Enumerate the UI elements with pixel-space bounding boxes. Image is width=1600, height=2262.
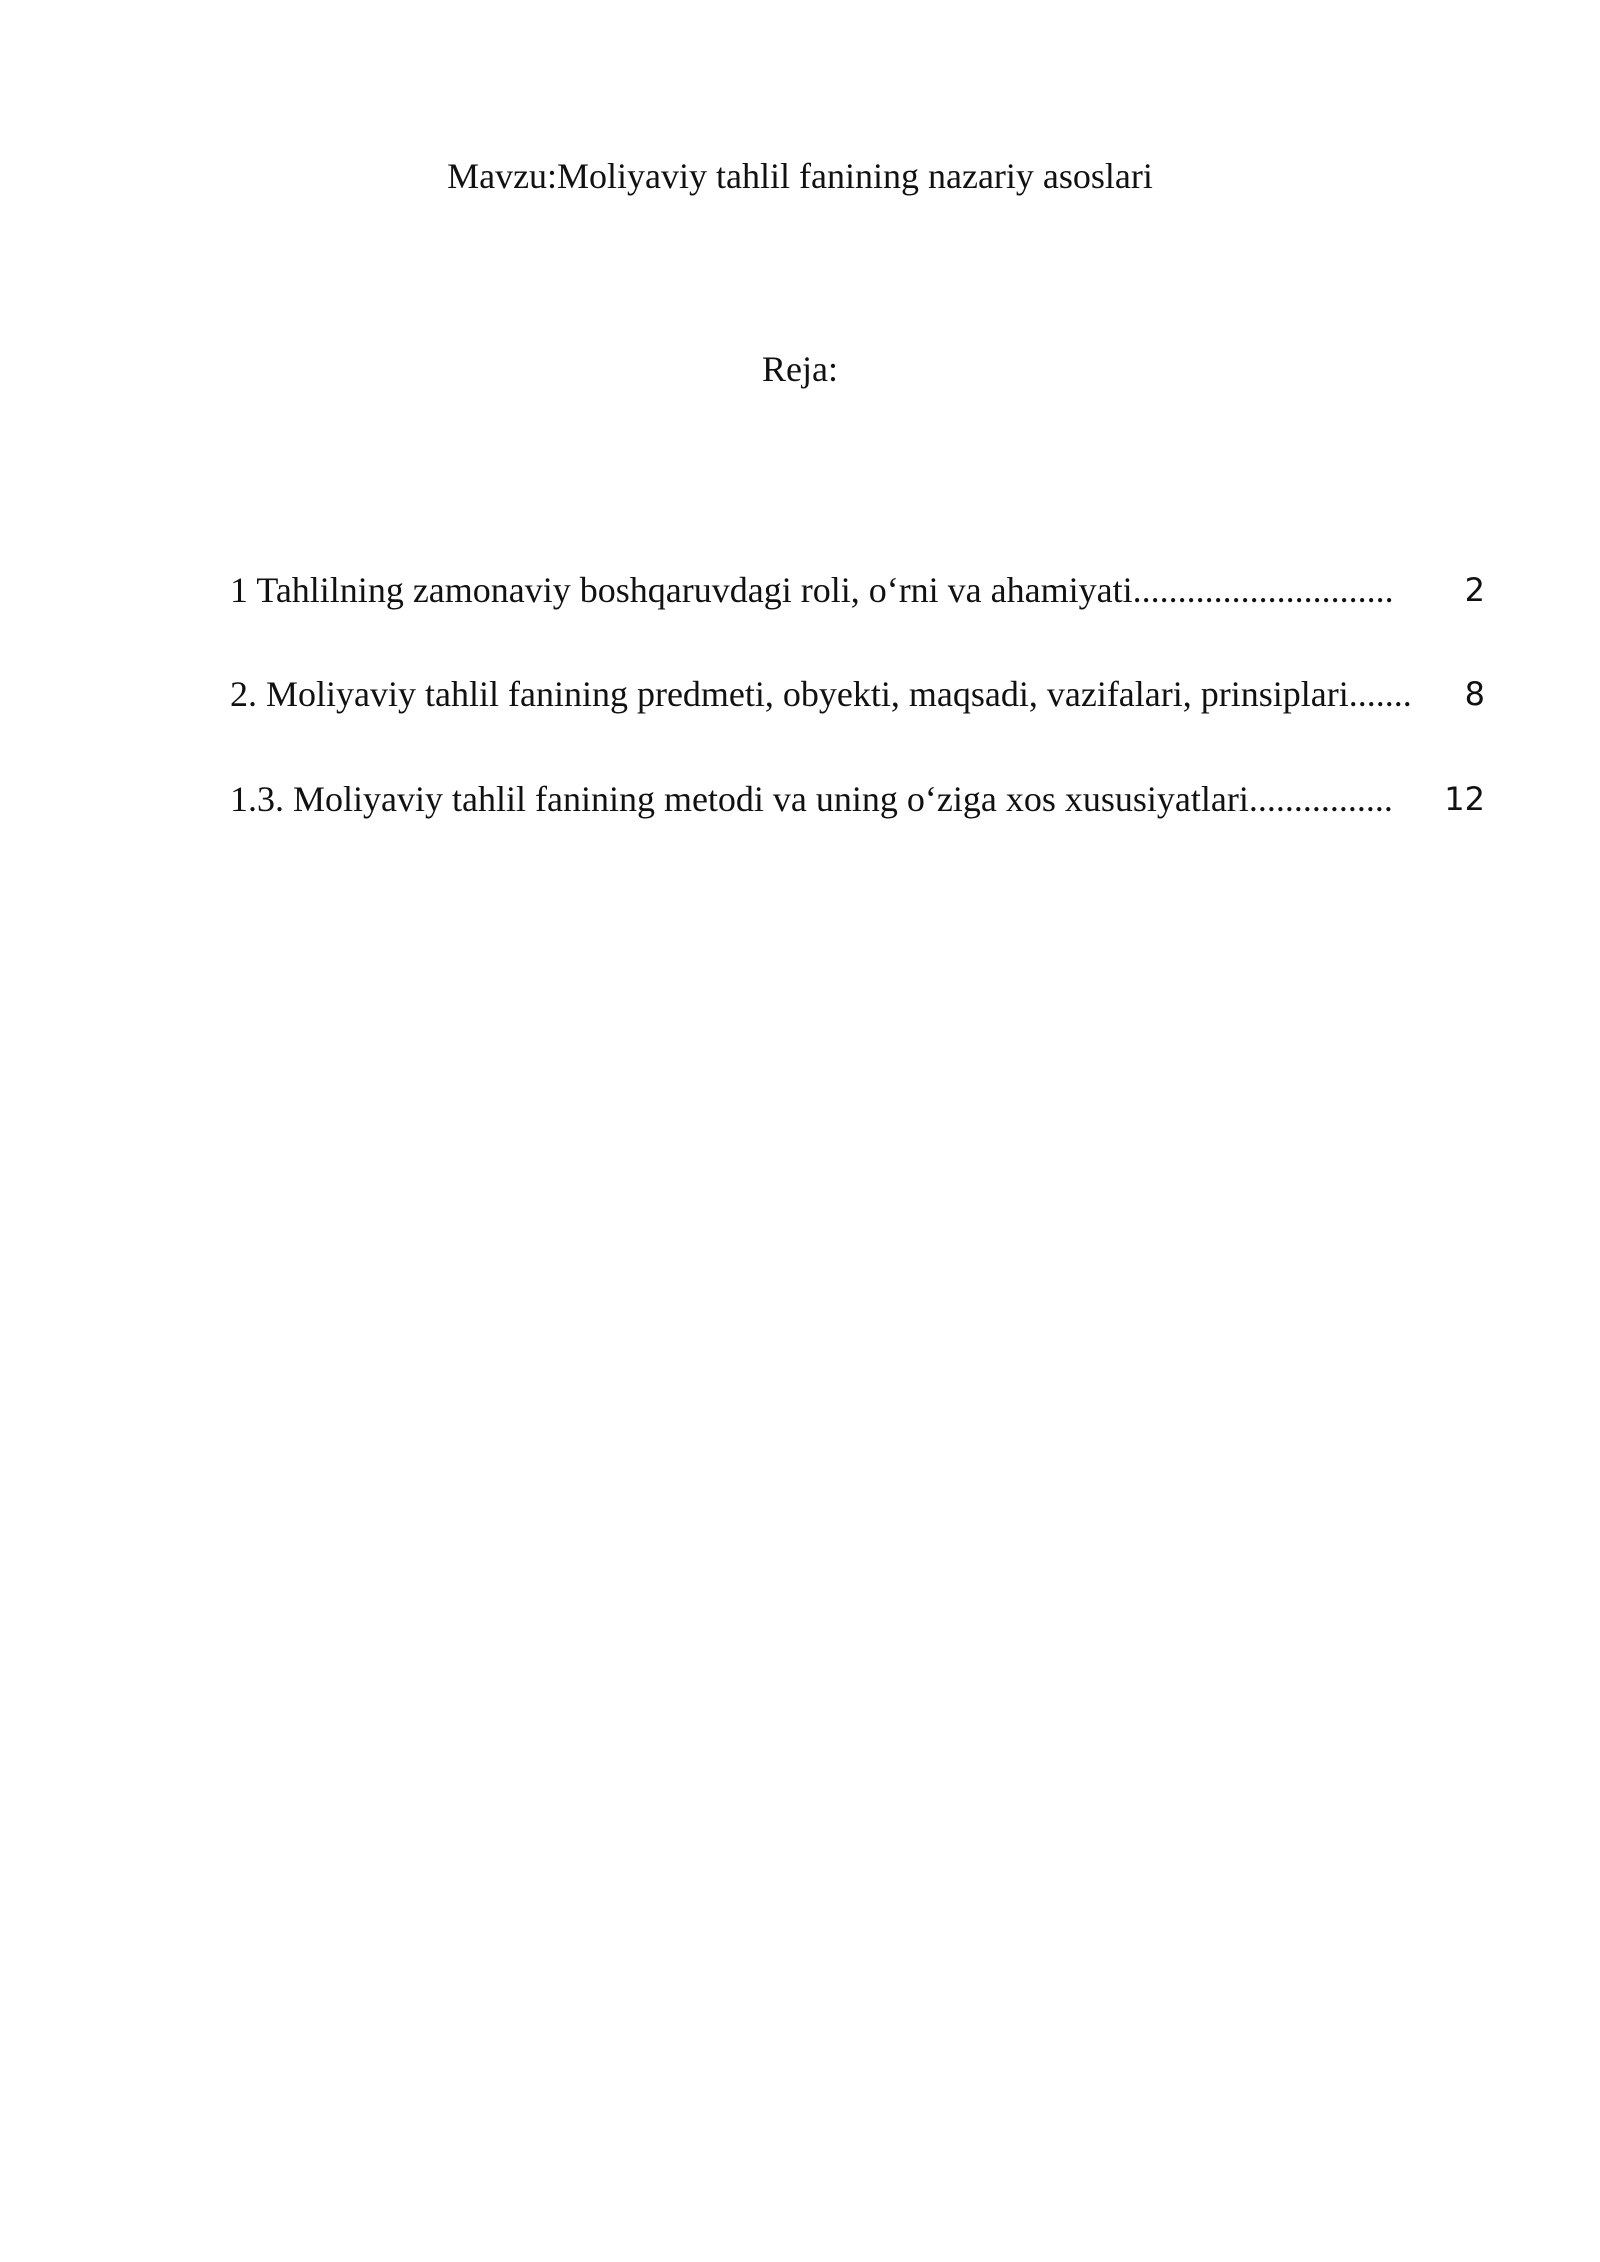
toc-entry-page: 2 — [1464, 571, 1485, 609]
toc-entry-page: 8 — [1464, 675, 1485, 713]
toc-entry-text: 1 Tahlilning zamonaviy boshqaruvdagi roli, o‘rni va ahamiyati............................. — [230, 570, 1394, 610]
plan-heading: Reja: — [762, 349, 838, 389]
toc-entry-text: 2. Moliyaviy tahlil fanining predmeti, obyekti, maqsadi, vazifalari, prinsiplari....... — [230, 674, 1412, 714]
toc-entry-2 — [230, 670, 1485, 718]
toc-entry-1 — [230, 566, 1485, 614]
toc-entry-3 — [230, 775, 1485, 823]
document-title: Mavzu:Moliyaviy tahlil fanining nazariy asoslari — [447, 156, 1153, 196]
toc-entry-page: 12 — [1444, 780, 1485, 818]
toc-entry-text: 1.3. Moliyaviy tahlil fanining metodi va uning o‘ziga xos xususiyatlari................ — [230, 779, 1393, 819]
